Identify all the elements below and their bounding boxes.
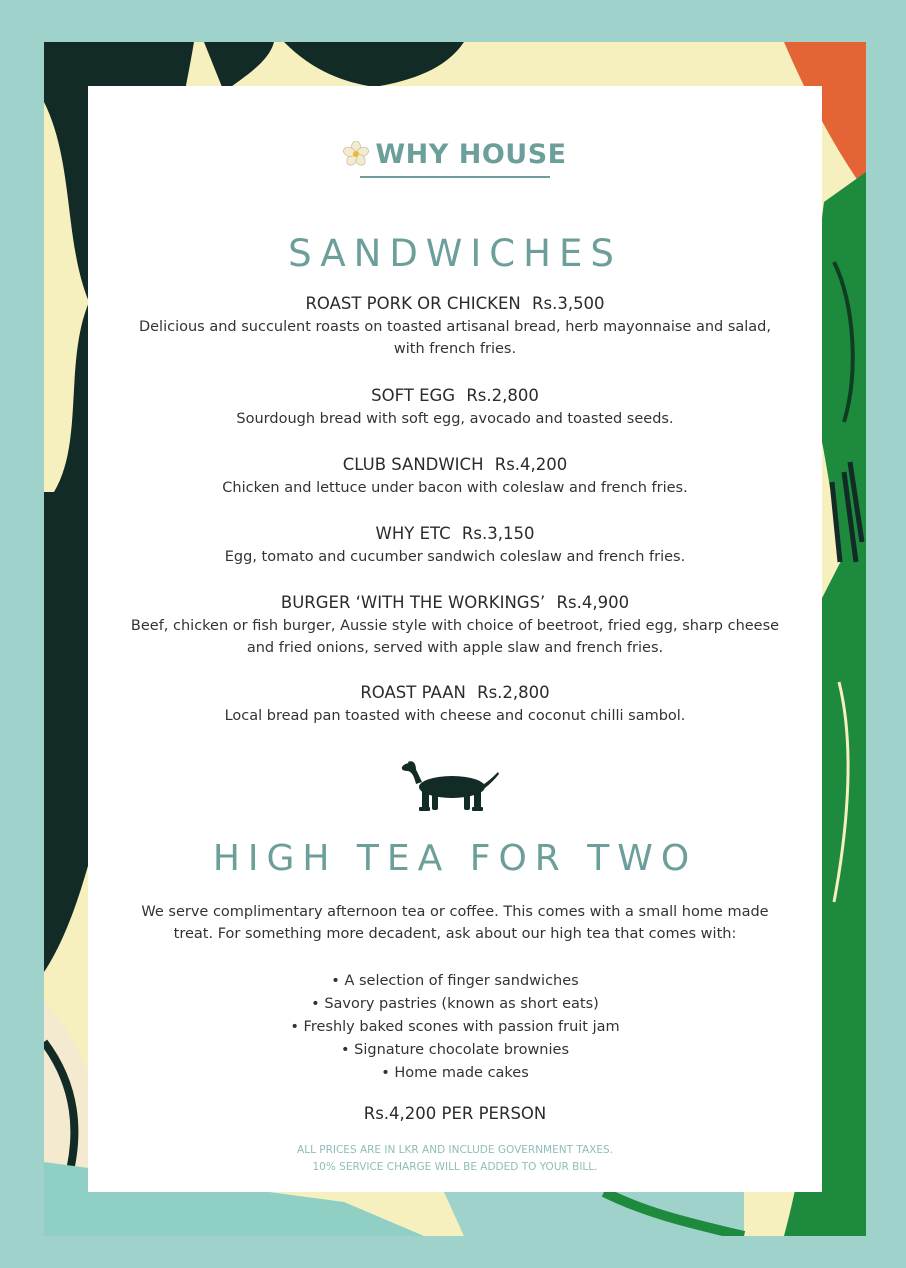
high-tea-list	[88, 970, 822, 1085]
list-item: • Freshly baked scones with passion fruit jam	[88, 1016, 822, 1039]
menu-item-head	[98, 591, 812, 615]
high-tea-intro: We serve complimentary afternoon tea or coffee. This comes with a small home made treat. For something more decadent, ask about our high tea that comes with:	[141, 904, 769, 942]
menu-item	[98, 681, 812, 727]
menu-item-head	[98, 453, 812, 477]
list-item: • Signature chocolate brownies	[88, 1039, 822, 1062]
dachshund-icon	[400, 750, 500, 816]
item-price: Rs.3,500	[532, 294, 605, 313]
menu-card	[88, 86, 822, 1192]
menu-item	[98, 522, 812, 568]
item-price: Rs.4,900	[556, 593, 630, 612]
high-tea-title: HIGH TEA FOR TWO	[212, 838, 698, 879]
sandwiches-title: SANDWICHES	[288, 232, 622, 275]
item-price: Rs.2,800	[477, 683, 550, 702]
item-name: BURGER ‘WITH THE WORKINGS’	[280, 593, 546, 612]
item-name: CLUB SANDWICH	[342, 455, 484, 474]
item-name: WHY ETC	[375, 524, 451, 543]
list-item: • Savory pastries (known as short eats)	[88, 993, 822, 1016]
brand-name: WHY HOUSE	[375, 138, 567, 170]
high-tea-price: Rs.4,200 PER PERSON	[363, 1104, 547, 1123]
item-description: Local bread pan toasted with cheese and coconut chilli sambol.	[224, 708, 686, 724]
flower-icon	[343, 141, 369, 167]
item-price: Rs.2,800	[466, 386, 539, 405]
item-price: Rs.4,200	[494, 455, 568, 474]
item-price: Rs.3,150	[461, 524, 535, 543]
footer-note: ALL PRICES ARE IN LKR AND INCLUDE GOVERNMENT TAXES. 10% SERVICE CHARGE WILL BE ADDED TO YOUR BILL.	[297, 1144, 613, 1173]
item-name: SOFT EGG	[371, 386, 456, 405]
menu-item-head	[98, 384, 812, 408]
item-description: Sourdough bread with soft egg, avocado and toasted seeds.	[236, 411, 674, 427]
item-description: Delicious and succulent roasts on toasted artisanal bread, herb mayonnaise and salad, with french fries.	[138, 319, 772, 357]
item-description: Beef, chicken or fish burger, Aussie style with choice of beetroot, fried egg, sharp cheese and fried onions, served with apple slaw and french fries.	[130, 618, 780, 656]
list-item: • A selection of finger sandwiches	[88, 970, 822, 993]
menu-item	[98, 384, 812, 430]
item-description: Egg, tomato and cucumber sandwich coleslaw and french fries.	[224, 549, 686, 565]
menu-item-head	[98, 292, 812, 316]
item-name: ROAST PORK OR CHICKEN	[305, 294, 521, 313]
menu-item	[98, 292, 812, 360]
menu-item-head	[98, 681, 812, 705]
list-item: • Home made cakes	[88, 1062, 822, 1085]
brand-header	[88, 134, 822, 174]
menu-item	[98, 453, 812, 499]
menu-item	[98, 591, 812, 659]
item-name: ROAST PAAN	[360, 683, 466, 702]
item-description: Chicken and lettuce under bacon with coleslaw and french fries.	[222, 480, 688, 496]
brand-underline	[360, 176, 550, 178]
menu-item-head	[98, 522, 812, 546]
